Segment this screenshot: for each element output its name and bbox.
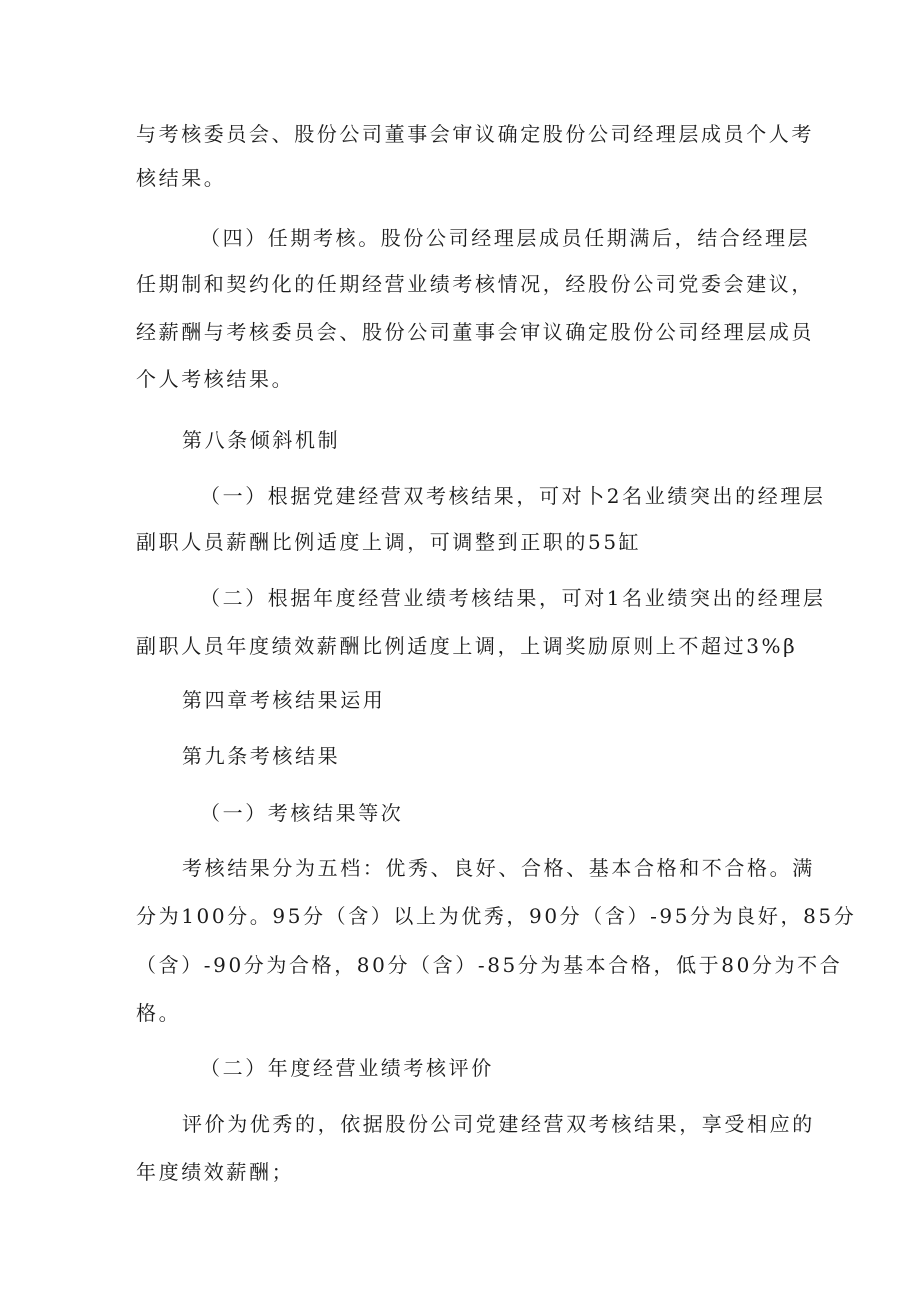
paragraph-9-line-3: （含）-90分为合格，80分（含）-85分为基本合格，低于80分为不合 xyxy=(136,953,843,977)
subheading-result-levels: （一）考核结果等次 xyxy=(200,801,404,825)
paragraph-1-line-1: 与考核委员会、股份公司董事会审议确定股份公司经理层成员个人考 xyxy=(136,122,814,146)
paragraph-2-line-4: 个人考核结果。 xyxy=(136,367,295,391)
subheading-annual-evaluation: （二）年度经营业绩考核评价 xyxy=(200,1056,494,1080)
paragraph-9-line-2: 分为100分。95分（含）以上为优秀，90分（含）-95分为良好，85分 xyxy=(136,904,857,928)
paragraph-5-line-1: （二）根据年度经营业绩考核结果，可对1名业绩突出的经理层 xyxy=(200,586,826,610)
paragraph-4-line-2: 副职人员薪酬比例适度上调，可调整到正职的55缸 xyxy=(136,530,642,554)
paragraph-2-line-1: （四）任期考核。股份公司经理层成员任期满后，结合经理层 xyxy=(200,226,811,250)
paragraph-4-line-1: （一）根据党建经营双考核结果，可对卜2名业绩突出的经理层 xyxy=(200,484,826,508)
paragraph-2-line-3: 经薪酬与考核委员会、股份公司董事会审议确定股份公司经理层成员 xyxy=(136,320,814,344)
paragraph-11-line-1: 评价为优秀的，依据股份公司党建经营双考核结果，享受相应的 xyxy=(182,1112,815,1136)
paragraph-9-line-4: 格。 xyxy=(136,1001,182,1025)
article-8-heading: 第八条倾斜机制 xyxy=(182,428,341,452)
article-9-heading: 第九条考核结果 xyxy=(182,744,341,768)
paragraph-5-line-2: 副职人员年度绩效薪酬比例适度上调，上调奖励原则上不超过3%β xyxy=(136,634,798,658)
paragraph-2-line-2: 任期制和契约化的任期经营业绩考核情况，经股份公司党委会建议， xyxy=(136,272,814,296)
paragraph-1-line-2: 核结果。 xyxy=(136,166,227,190)
paragraph-9-line-1: 考核结果分为五档：优秀、良好、合格、基本合格和不合格。满 xyxy=(182,856,815,880)
chapter-4-heading: 第四章考核结果运用 xyxy=(182,688,386,712)
paragraph-11-line-2: 年度绩效薪酬； xyxy=(136,1160,295,1184)
